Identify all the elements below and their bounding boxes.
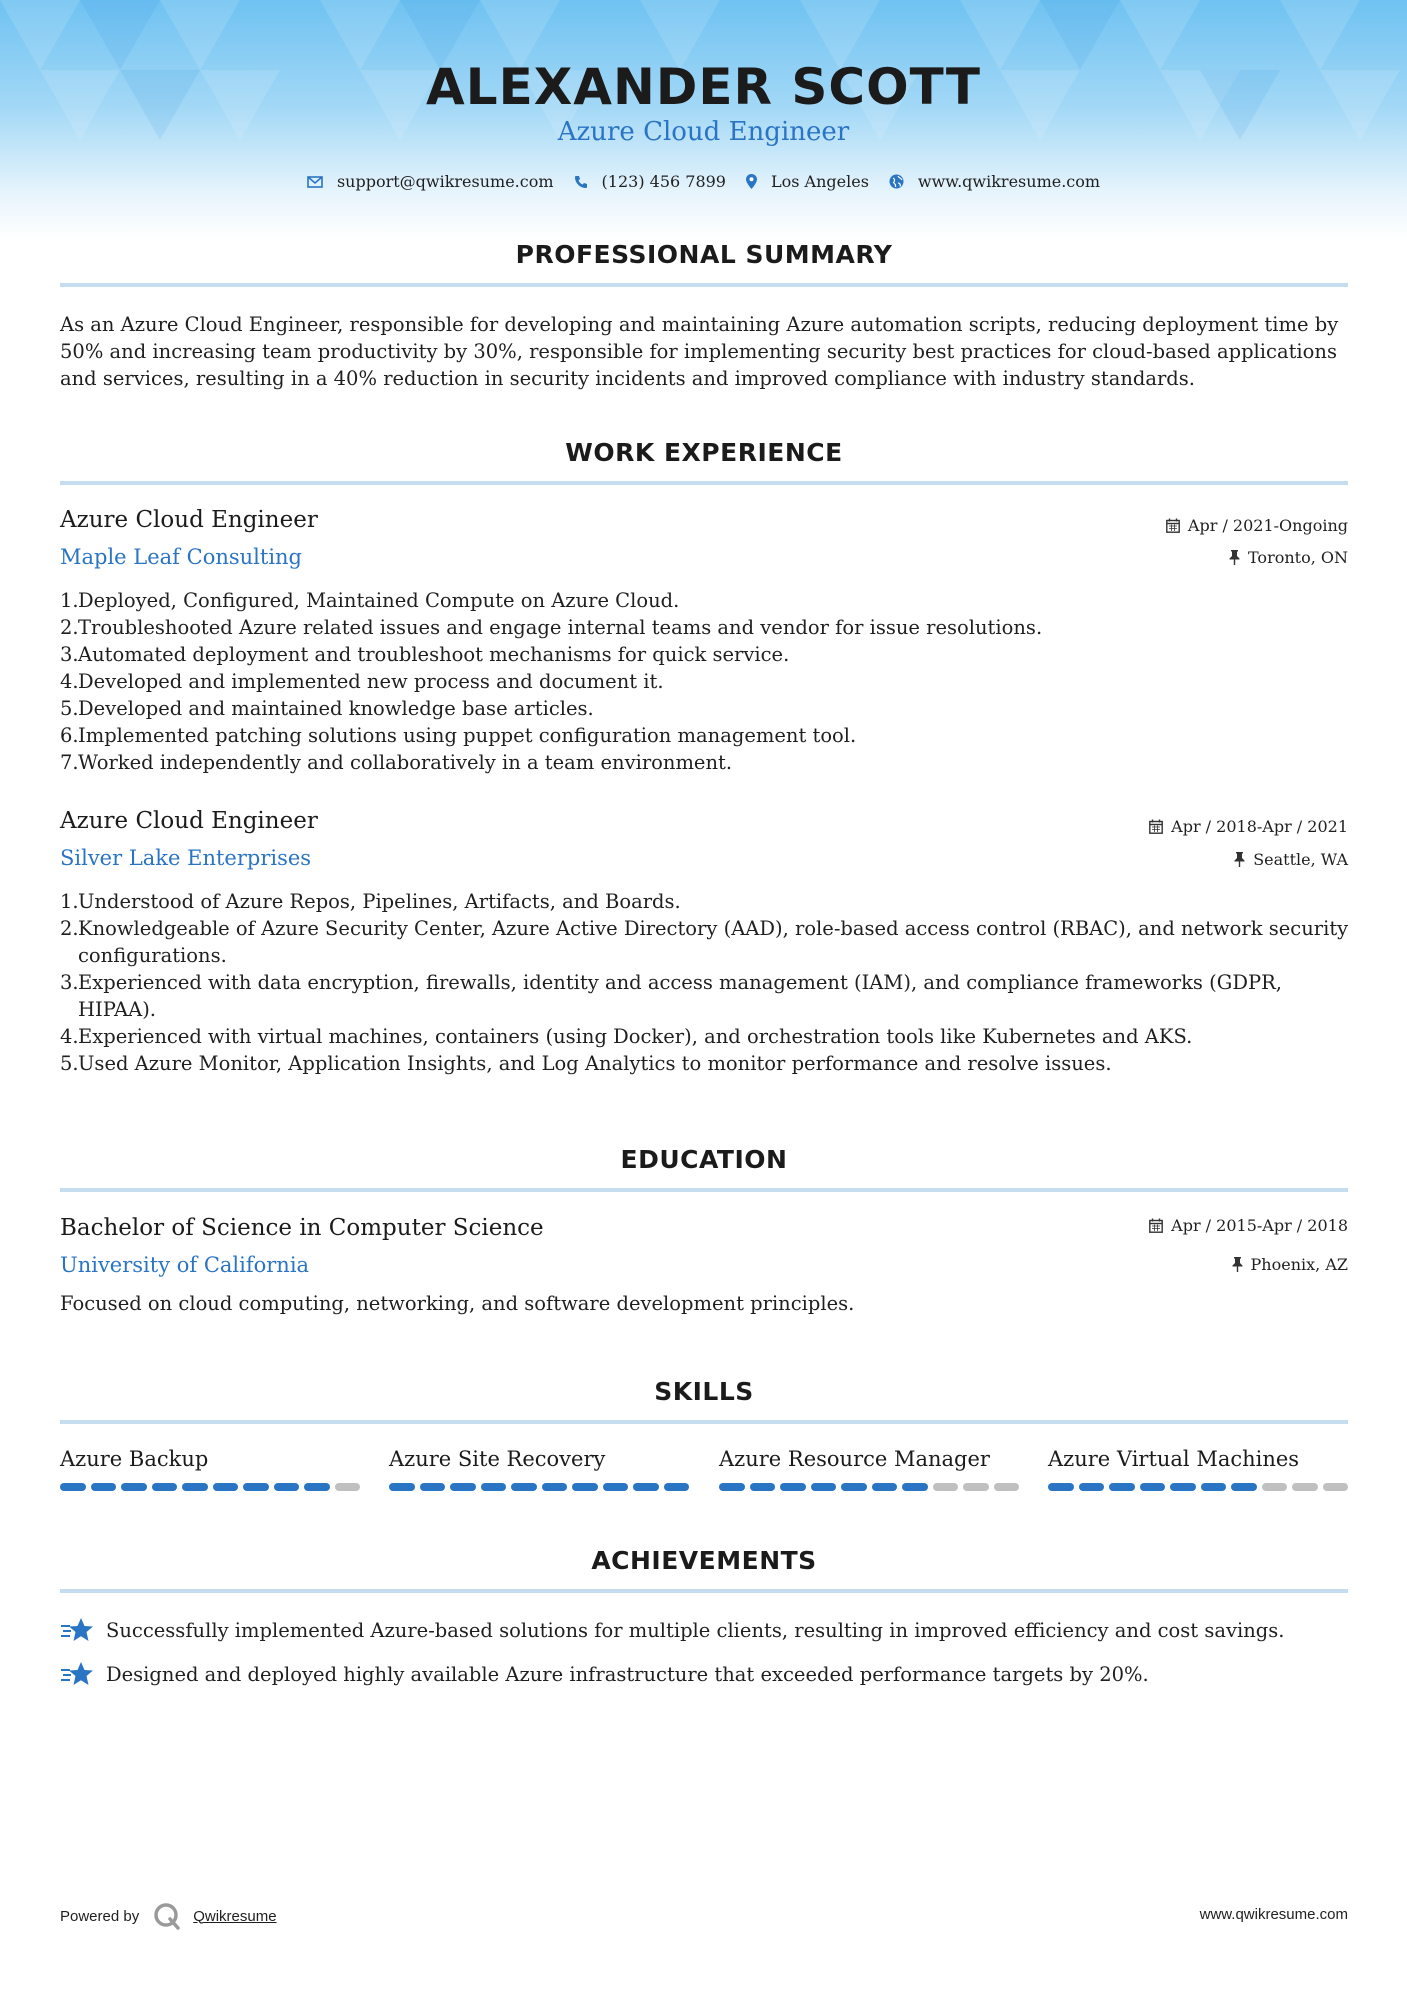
skill-segment-filled: [1109, 1483, 1135, 1491]
skill-segment-empty: [1262, 1483, 1288, 1491]
bullet-text: Developed and maintained knowledge base articles.: [78, 697, 594, 720]
bullet-text: Deployed, Configured, Maintained Compute on Azure Cloud.: [78, 589, 680, 612]
education-location-text: Phoenix, AZ: [1250, 1255, 1348, 1274]
skill-segment-filled: [420, 1483, 446, 1491]
pushpin-icon: [1234, 852, 1245, 867]
bullet-text: Troubleshooted Azure related issues and engage internal teams and vendor for issue resolutions.: [78, 616, 1043, 639]
list-item: 3. Automated deployment and troubleshoot mechanisms for quick service.: [60, 641, 1350, 668]
bullet-text: Worked independently and collaboratively in a team environment.: [78, 751, 733, 774]
skill-name: Azure Backup: [60, 1447, 209, 1471]
star-icon: [60, 1616, 94, 1644]
skill-segment-empty: [994, 1483, 1020, 1491]
education-heading: EDUCATION: [620, 1145, 788, 1174]
skill-segment-filled: [1170, 1483, 1196, 1491]
bullet-text: Developed and implemented new process and document it.: [78, 670, 664, 693]
skill-segment-filled: [872, 1483, 898, 1491]
company-name: Silver Lake Enterprises: [60, 846, 312, 870]
skill-segment-filled: [1048, 1483, 1074, 1491]
achievement-text: Successfully implemented Azure-based solutions for multiple clients, resulting in improved efficiency and cost savings.: [106, 1618, 1285, 1642]
bullet-text: Used Azure Monitor, Application Insights, and Log Analytics to monitor performance and resolve issues.: [78, 1052, 1112, 1075]
list-item: 5. Developed and maintained knowledge base articles.: [60, 695, 1350, 722]
bullet-text: Understood of Azure Repos, Pipelines, Artifacts, and Boards.: [78, 890, 681, 913]
skill-segment-filled: [750, 1483, 776, 1491]
skill-segment-empty: [335, 1483, 361, 1491]
skill-segment-filled: [243, 1483, 269, 1491]
calendar-icon: [1149, 819, 1163, 834]
skill-segment-filled: [572, 1483, 598, 1491]
list-item: 4. Experienced with virtual machines, containers (using Docker), and orchestration tools like Kubernetes and AKS.: [60, 1023, 1350, 1050]
job-dates-text: Apr / 2021-Ongoing: [1187, 516, 1348, 535]
achievement-item: [60, 1616, 1284, 1644]
powered-by-label: Powered by: [60, 1907, 140, 1925]
skill-segment-filled: [304, 1483, 330, 1491]
skill-segment-filled: [450, 1483, 476, 1491]
list-item: 2. Knowledgeable of Azure Security Center, Azure Active Directory (AAD), role-based access control (RBAC), and network security configurations.: [60, 917, 1349, 967]
skill-segment-filled: [213, 1483, 239, 1491]
education-description: Focused on cloud computing, networking, and software development principles.: [60, 1292, 855, 1315]
globe-icon: [889, 174, 904, 189]
skill-segment-filled: [542, 1483, 568, 1491]
bullet-text: Knowledgeable of Azure Security Center, Azure Active Directory (AAD), role-based access control (RBAC), and network security configurations.: [78, 917, 1349, 967]
skill-segment-filled: [780, 1483, 806, 1491]
skill-segment-filled: [603, 1483, 629, 1491]
education-dates-text: Apr / 2015-Apr / 2018: [1171, 1216, 1348, 1235]
achievement-text: Designed and deployed highly available Azure infrastructure that exceeded performance targets by 20%.: [106, 1662, 1149, 1686]
skill-item: [1048, 1447, 1348, 1491]
skill-segment-empty: [1292, 1483, 1318, 1491]
job-title: Azure Cloud Engineer: [60, 808, 318, 834]
phone-icon: [574, 175, 588, 189]
skill-level-bar: [719, 1483, 1019, 1491]
bullet-text: Experienced with data encryption, firewalls, identity and access management (IAM), and compliance frameworks (GDPR, HIPAA).: [78, 971, 1282, 1021]
star-icon: [60, 1660, 94, 1688]
skill-segment-filled: [511, 1483, 537, 1491]
skill-segment-filled: [1140, 1483, 1166, 1491]
skill-segment-filled: [1079, 1483, 1105, 1491]
job-bullets: [60, 888, 1350, 1077]
skill-segment-filled: [182, 1483, 208, 1491]
skill-segment-filled: [274, 1483, 300, 1491]
calendar-icon: [1166, 518, 1180, 533]
skill-level-bar: [60, 1483, 360, 1491]
list-item: 1. Deployed, Configured, Maintained Compute on Azure Cloud.: [60, 587, 1350, 614]
contact-bar: [0, 172, 1407, 191]
education-dates: [1149, 1216, 1348, 1235]
summary-text: As an Azure Cloud Engineer, responsible for developing and maintaining Azure automation scripts, reducing deployment time by 50% and increasing team productivity by 30%, responsible for implementing security best practices for cloud-based applications and services, resulting in a 40% reduction in security incidents and improved compliance with industry standards.: [60, 313, 1339, 390]
achievement-item: [60, 1660, 1149, 1688]
achievements-divider: [60, 1589, 1348, 1593]
location-text: Los Angeles: [770, 172, 869, 191]
contact-website[interactable]: [889, 172, 1100, 191]
map-pin-icon: [746, 174, 757, 189]
skill-segment-filled: [811, 1483, 837, 1491]
skills-heading: SKILLS: [654, 1377, 754, 1406]
skill-item: [60, 1447, 360, 1491]
footer-website-link[interactable]: www.qwikresume.com: [1199, 1906, 1348, 1923]
bullet-text: Implemented patching solutions using puppet configuration management tool.: [78, 724, 857, 747]
list-item: 6. Implemented patching solutions using puppet configuration management tool.: [60, 722, 1350, 749]
brand-link[interactable]: Qwikresume: [193, 1907, 277, 1925]
skill-item: [389, 1447, 689, 1491]
job-dates: [1149, 817, 1348, 836]
degree-title: Bachelor of Science in Computer Science: [60, 1215, 544, 1241]
candidate-role: Azure Cloud Engineer: [557, 117, 850, 147]
achievements-heading: ACHIEVEMENTS: [591, 1546, 817, 1575]
school-name: University of California: [60, 1253, 310, 1277]
skill-segment-filled: [841, 1483, 867, 1491]
list-item: 2. Troubleshooted Azure related issues and engage internal teams and vendor for issue resolutions.: [60, 614, 1350, 641]
skill-level-bar: [1048, 1483, 1348, 1491]
candidate-name: ALEXANDER SCOTT: [426, 58, 981, 116]
job-location-text: Seattle, WA: [1253, 850, 1348, 869]
qwikresume-logo-icon: [153, 1902, 181, 1930]
job-title: Azure Cloud Engineer: [60, 507, 318, 533]
phone-text: (123) 456 7899: [601, 172, 726, 191]
experience-divider: [60, 481, 1348, 485]
job-dates: [1166, 516, 1348, 535]
education-divider: [60, 1188, 1348, 1192]
skill-segment-filled: [719, 1483, 745, 1491]
company-name: Maple Leaf Consulting: [60, 545, 303, 569]
contact-phone[interactable]: [574, 172, 726, 191]
skill-segment-filled: [389, 1483, 415, 1491]
job-location: [1229, 548, 1348, 567]
email-text: support@qwikresume.com: [336, 172, 554, 191]
skills-divider: [60, 1420, 1348, 1424]
job-location-text: Toronto, ON: [1248, 548, 1348, 567]
skill-segment-filled: [1201, 1483, 1227, 1491]
experience-heading: WORK EXPERIENCE: [565, 438, 843, 467]
skill-segment-filled: [91, 1483, 117, 1491]
job-bullets: [60, 587, 1350, 776]
skill-name: Azure Virtual Machines: [1048, 1447, 1300, 1471]
skill-segment-empty: [933, 1483, 959, 1491]
job-location: [1234, 850, 1348, 869]
skill-segment-filled: [902, 1483, 928, 1491]
education-location: [1232, 1255, 1348, 1274]
footer-branding: [60, 1902, 277, 1930]
list-item: 4. Developed and implemented new process and document it.: [60, 668, 1350, 695]
website-text: www.qwikresume.com: [917, 172, 1101, 191]
bullet-text: Automated deployment and troubleshoot mechanisms for quick service.: [78, 643, 790, 666]
skill-segment-filled: [121, 1483, 147, 1491]
list-item: 1. Understood of Azure Repos, Pipelines, Artifacts, and Boards.: [60, 888, 1350, 915]
bullet-text: Experienced with virtual machines, containers (using Docker), and orchestration tools like Kubernetes and AKS.: [78, 1025, 1193, 1048]
skill-segment-filled: [60, 1483, 86, 1491]
list-item: 5. Used Azure Monitor, Application Insights, and Log Analytics to monitor performance and resolve issues.: [60, 1050, 1350, 1077]
skill-level-bar: [389, 1483, 689, 1491]
skill-segment-filled: [664, 1483, 690, 1491]
pushpin-icon: [1232, 1257, 1243, 1272]
skill-segment-empty: [963, 1483, 989, 1491]
skill-segment-filled: [481, 1483, 507, 1491]
skill-name: Azure Site Recovery: [389, 1447, 606, 1471]
skill-segment-filled: [152, 1483, 178, 1491]
skill-segment-filled: [1231, 1483, 1257, 1491]
job-dates-text: Apr / 2018-Apr / 2021: [1171, 817, 1348, 836]
skill-item: [719, 1447, 1019, 1491]
contact-location: [746, 172, 869, 191]
envelope-icon: [307, 176, 323, 188]
skill-segment-empty: [1323, 1483, 1349, 1491]
skill-name: Azure Resource Manager: [719, 1447, 990, 1471]
summary-divider: [60, 283, 1348, 287]
list-item: 7. Worked independently and collaboratively in a team environment.: [60, 749, 1350, 776]
skill-segment-filled: [633, 1483, 659, 1491]
pushpin-icon: [1229, 550, 1240, 565]
list-item: 3. Experienced with data encryption, firewalls, identity and access management (IAM), and compliance frameworks (GDPR, HIPAA).: [60, 969, 1350, 1023]
summary-heading: PROFESSIONAL SUMMARY: [515, 240, 893, 269]
contact-email[interactable]: [307, 172, 554, 191]
calendar-icon: [1149, 1218, 1163, 1233]
